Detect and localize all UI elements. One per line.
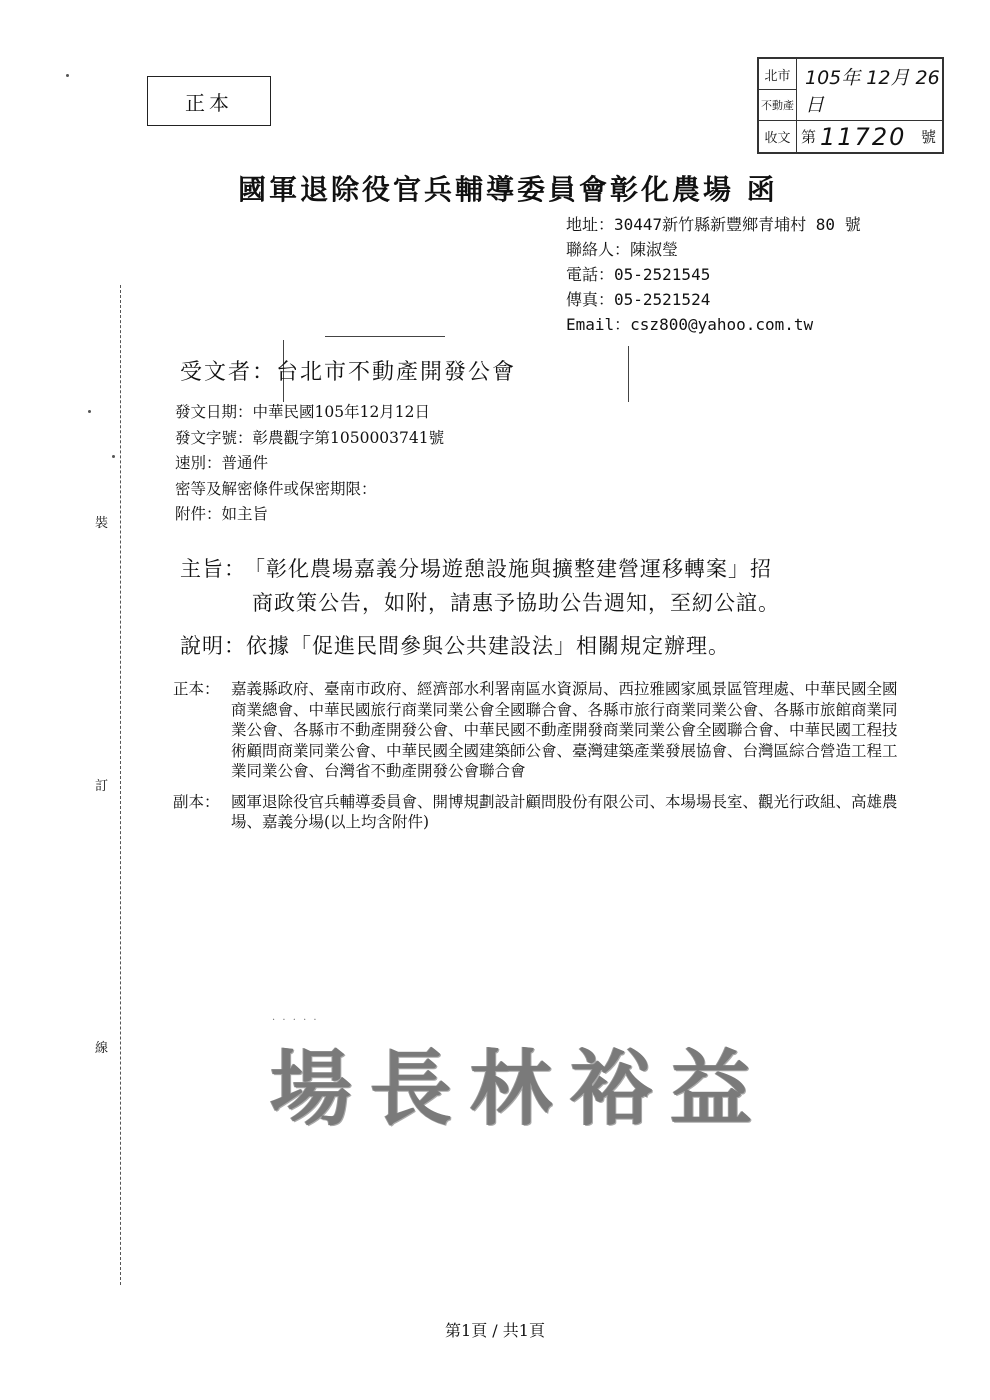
signature-dots: · · · · · [272, 1015, 319, 1026]
explanation-text: 依據「促進民間參與公共建設法」相關規定辦理。 [246, 634, 730, 658]
recipient-rule [628, 346, 629, 402]
subject-section [180, 552, 900, 620]
received-stamp [757, 57, 944, 154]
subject-label: 主旨： [180, 557, 246, 581]
contact-fax: 傳真：05-2521524 [566, 290, 711, 309]
recipient-rule [325, 336, 445, 337]
secrecy-level: 密等及解密條件或保密期限： [175, 479, 377, 498]
stamp-number-value: 11720 [820, 122, 907, 151]
contact-phone: 電話：05-2521545 [566, 265, 711, 284]
binding-dashed-line [120, 285, 121, 1285]
director-signature-seal: 場長林裕益 [270, 1041, 771, 1137]
recipient [180, 355, 516, 386]
subject-line-2: 商政策公告，如附，請惠予協助公告週知，至紉公誼。 [252, 591, 780, 615]
document-meta [175, 400, 444, 528]
page-footer: 第1頁 / 共1頁 [445, 1321, 545, 1340]
scan-speck [88, 410, 91, 413]
stamp-number [797, 121, 942, 152]
subject-line-1: 「彰化農場嘉義分場遊憩設施與擴整建營運移轉案」招 [244, 557, 772, 581]
original-text: 嘉義縣政府、臺南市政府、經濟部水利署南區水資源局、西拉雅國家風景區管理處、中華民國全國商業總會、中華民國旅行商業同業公會全國聯合會、各縣市旅行商業同業公會、各縣市旅館商業同業公會、各縣市不動產開發公會、中華民國不動產開發商業同業公會全國聯合會、中華民國工程技術顧問商業同業公會、中華民國全國建築師公會、臺灣建築產業發展協會、台灣區綜合營造工程工業同業公會、台灣省不動產開發公會聯合會 [231, 680, 898, 780]
stamp-received-label: 收文 [759, 121, 797, 152]
copy-type-box: 正本 [147, 76, 271, 126]
speed-class: 速別：普通件 [175, 454, 269, 472]
original-recipients [173, 679, 908, 782]
binding-char-zhuang: 裝 [95, 512, 108, 531]
contact-person: 聯絡人：陳淑瑩 [566, 240, 679, 259]
recipient-name: 台北市不動產開發公會 [276, 360, 517, 385]
document-title: 國軍退除役官兵輔導委員會彰化農場 函 [238, 173, 778, 206]
issue-date: 發文日期：中華民國105年12月12日 [175, 403, 431, 421]
recipient-label: 受文者： [180, 360, 277, 385]
stamp-date: 105年 12月 26日 [797, 59, 942, 121]
stamp-org-label: 北市 [759, 59, 797, 90]
stamp-number-suffix: 號 [920, 128, 936, 146]
binding-char-ding: 訂 [95, 775, 108, 794]
explanation-label: 說明： [180, 634, 246, 658]
copy-label: 副本： [173, 792, 220, 811]
contact-email: Email：csz800@yahoo.com.tw [566, 315, 814, 334]
copy-recipients [173, 792, 908, 833]
reference-number: 發文字號：彰農觀字第1050003741號 [175, 428, 445, 447]
stamp-number-prefix: 第 [801, 128, 817, 146]
attachment: 附件：如主旨 [175, 505, 269, 523]
original-label: 正本： [173, 680, 220, 698]
scan-speck [66, 74, 69, 77]
contact-address: 地址：30447新竹縣新豐鄉青埔村 80 號 [566, 215, 861, 234]
distribution-list [173, 679, 908, 833]
scan-speck [112, 455, 115, 458]
stamp-org-label-2: 不動產 [759, 90, 797, 121]
explanation-section [180, 630, 730, 660]
copy-text: 國軍退除役官兵輔導委員會、開博規劃設計顧問股份有限公司、本場場長室、觀光行政組、高雄農場、嘉義分場(以上均含附件) [231, 792, 898, 831]
binding-char-xian: 線 [95, 1037, 108, 1056]
contact-block [566, 212, 861, 337]
